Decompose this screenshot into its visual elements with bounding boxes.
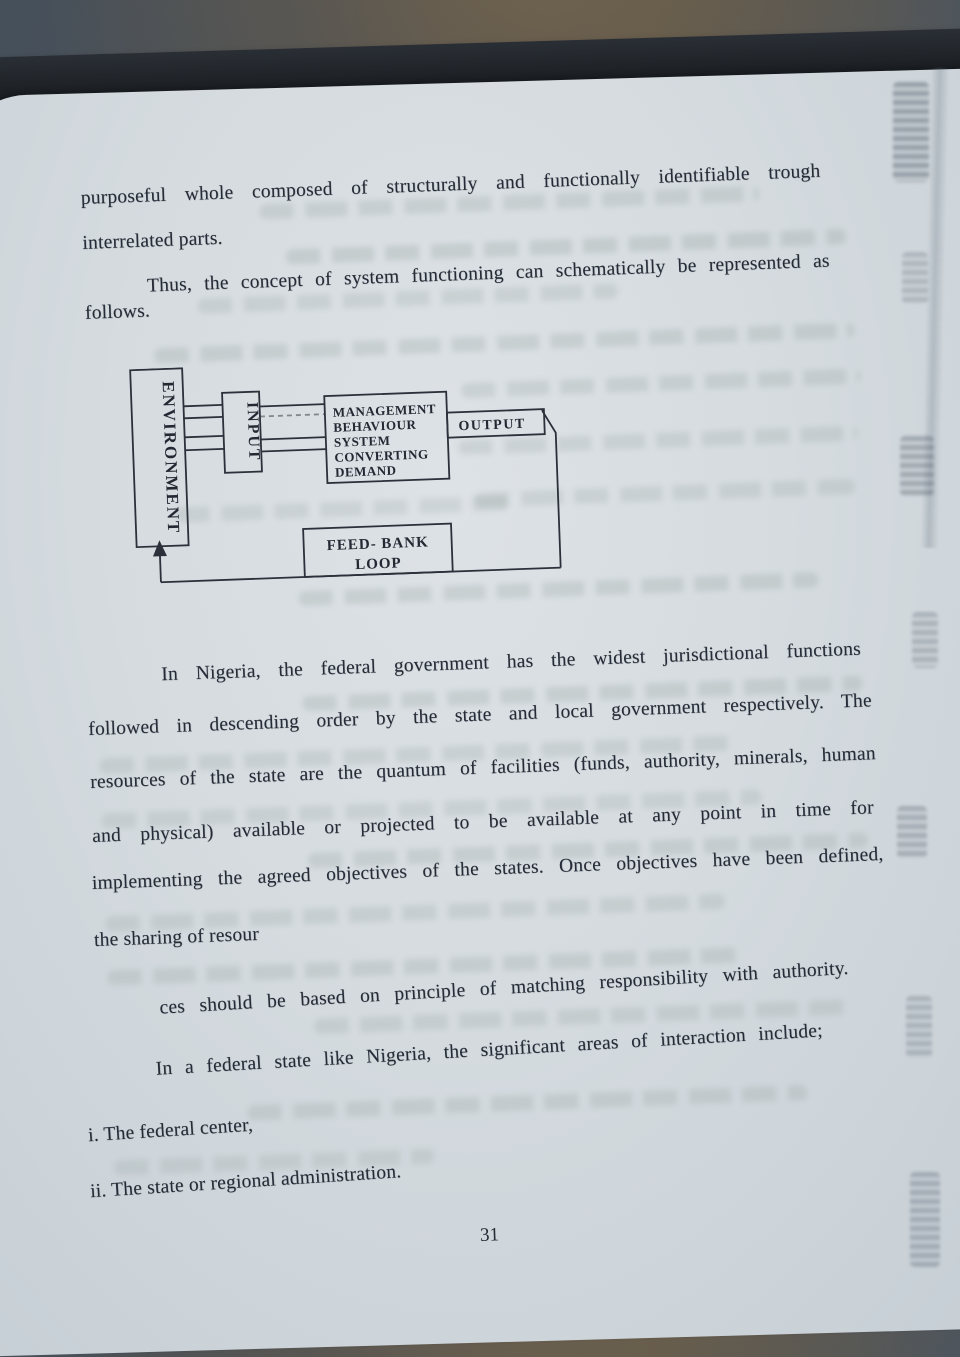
feedback-label-line: FEED- BANK	[326, 534, 430, 555]
paragraph-line: interrelated parts.	[82, 227, 224, 254]
paragraph-line: In Nigeria, the federal government has the widest jurisdictional functions	[160, 638, 862, 686]
arrowhead-up-icon	[152, 540, 167, 557]
management-label-line: MANAGEMENT	[332, 401, 437, 420]
paragraph-line: Thus, the concept of system functioning can schematically be represented as	[146, 250, 831, 297]
paragraph-line: ces should be based on principle of matching responsibility with authority.	[158, 957, 849, 1019]
list-item: i. The federal center,	[87, 1114, 254, 1147]
feedback-label-line: LOOP	[354, 555, 402, 574]
management-label-line: BEHAVIOUR	[333, 416, 417, 435]
input-label: INPUT	[243, 401, 263, 462]
paragraph-line: followed in descending order by the state and local government respectively. The	[87, 690, 873, 741]
paragraph-line: In a federal state like Nigeria, the significant areas of interaction include;	[155, 1020, 824, 1080]
management-label-line: DEMAND	[334, 462, 397, 480]
environment-label: ENVIRONMENT	[158, 380, 184, 535]
paragraph-line: resources of the state are the quantum of facilities (funds, authority, minerals, human	[89, 743, 877, 793]
management-label-line: CONVERTING	[334, 446, 429, 465]
paragraph-line: and physical) available or projected to be available at any point in time for	[91, 797, 875, 847]
paragraph-line: implementing the agreed objectives of the states. Once objectives have been defined,	[91, 843, 884, 894]
system-functioning-diagram	[120, 353, 568, 597]
paragraph-line: the sharing of resour	[93, 923, 260, 951]
list-item: ii. The state or regional administration.	[89, 1161, 402, 1203]
output-label: OUTPUT	[458, 416, 527, 435]
paragraph-line: follows.	[84, 300, 151, 324]
bleed-through-line	[247, 1085, 807, 1121]
paragraph-line: purposeful whole composed of structurally and functionally identifiable trough	[80, 160, 821, 209]
management-label-line: SYSTEM	[333, 432, 391, 450]
page-number: 31	[479, 1224, 500, 1246]
